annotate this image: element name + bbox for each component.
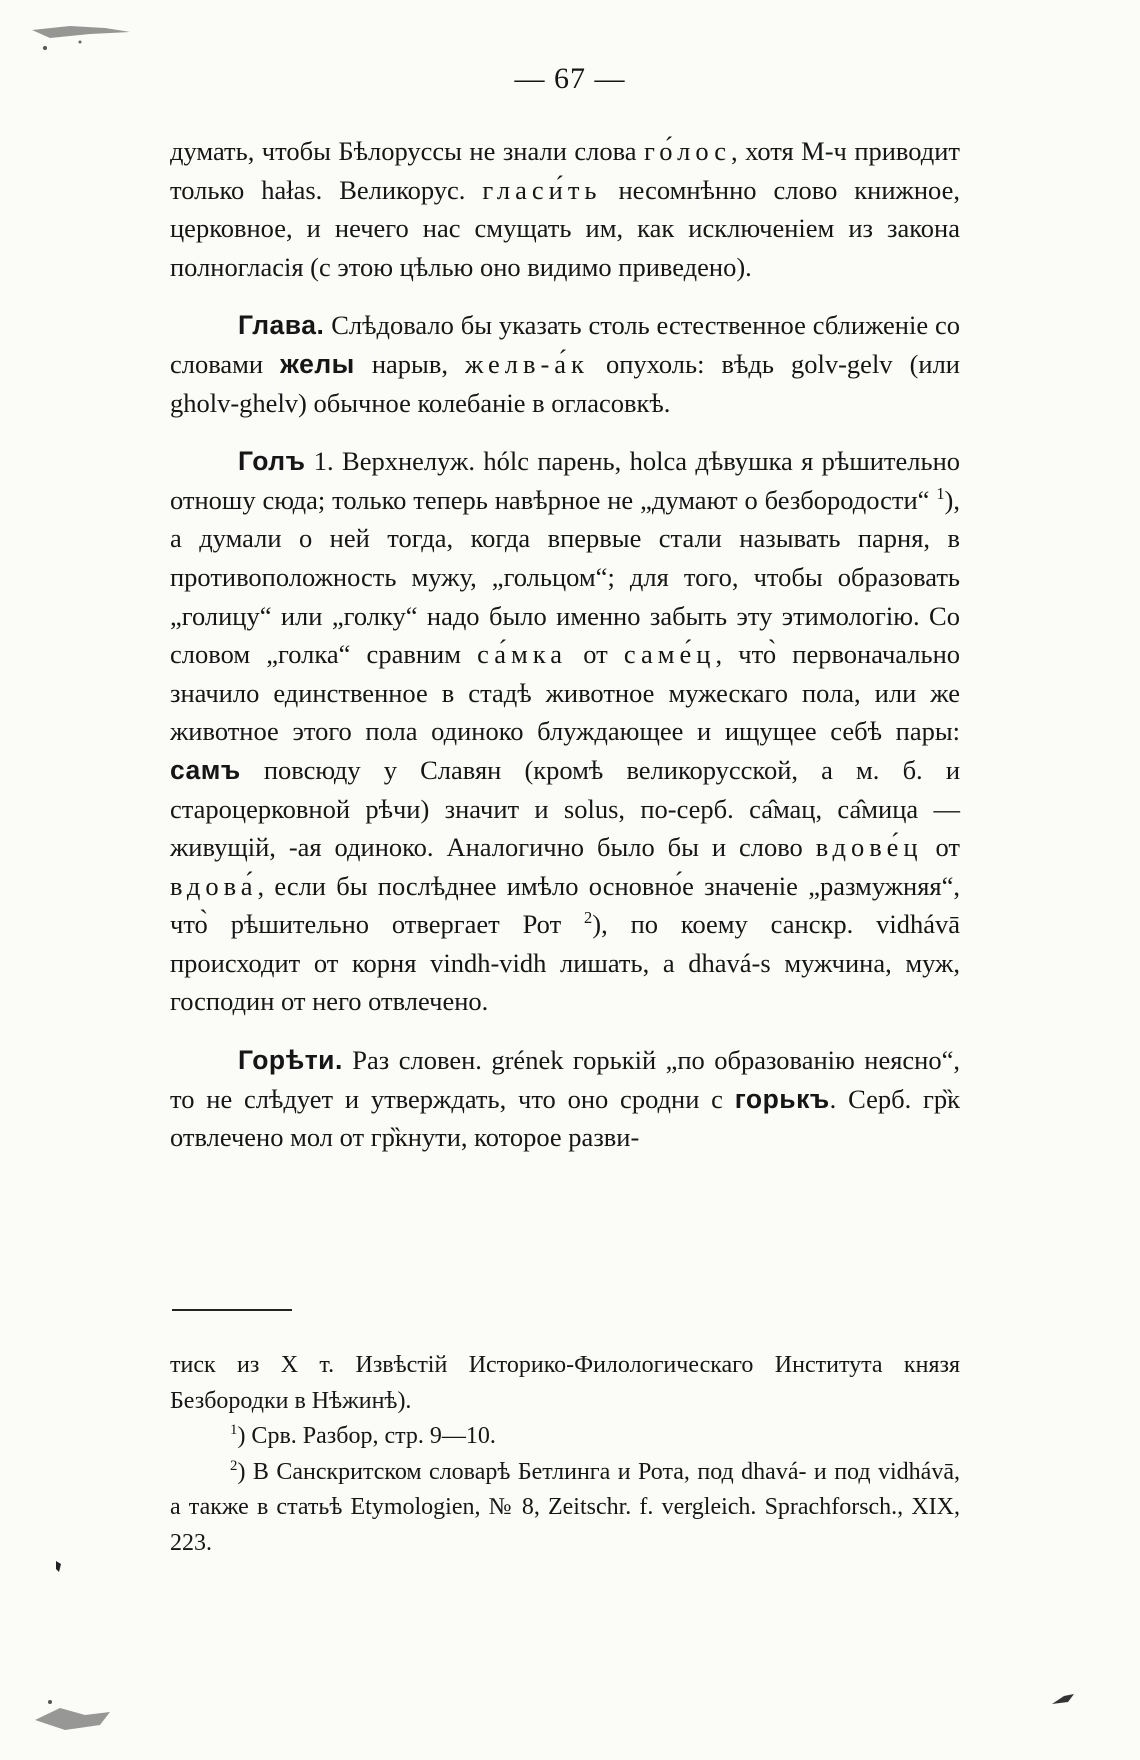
text-run: несомнѣнно слово книжное, церковное, и нечего нас смущать им, как исключеніем из закона полногласія (с этою цѣлью оно видимо приведено). — [170, 174, 960, 282]
scan-speck-bottom-right — [1050, 1690, 1080, 1710]
spaced-word: гласи́ть — [482, 174, 602, 205]
footnote-mark: 2 — [230, 1457, 238, 1474]
footnote-2 — [170, 1455, 960, 1562]
text-run: от — [922, 832, 960, 863]
scan-speck-top-left — [30, 20, 140, 60]
bold-word: самъ — [170, 754, 241, 785]
text-run: Раз словен. grének горькій „по образованію неясно“, то не слѣдует и утверждать, что оно сродни с — [170, 1045, 960, 1114]
text-run: , хотя М-ч приводит только hałas. Великорус. — [170, 136, 960, 205]
footnote-1 — [170, 1419, 960, 1455]
text-run: повсюду у Славян (кромѣ великорусской, а м. б. и староцерковной рѣчи) значит и solus, по-серб. са̂мац, са̂мица — живущій, -ая одиноко. Аналогично было бы и слово — [170, 754, 960, 863]
entry-headword: Горѣти. — [238, 1045, 343, 1076]
paragraph-golos — [170, 132, 960, 286]
scan-speck-left-margin — [54, 1560, 64, 1574]
text-run: нарыв, — [354, 348, 466, 379]
entry-gol — [170, 442, 960, 1021]
text-run: от — [567, 639, 624, 670]
spaced-word: желв-а́к — [465, 348, 589, 379]
footnote-ref: 1 — [936, 483, 945, 503]
spaced-word: саме́ц — [623, 639, 716, 670]
text-run: опухоль: вѣдь golv-gelv (или gholv-ghelv) обычное колебаніе в огласовкѣ. — [170, 348, 960, 418]
text-run: , если бы послѣднее имѣло основно́е значеніе „размужняя“, что̀ рѣшительно отвергает Рот — [170, 870, 960, 940]
footnote-text: ) Срв. Разбор, стр. 9—10. — [237, 1423, 496, 1449]
spaced-word: вдова́ — [170, 870, 258, 901]
footnotes — [170, 1348, 960, 1561]
page-number: — 67 — — [514, 62, 626, 95]
footnote-continuation: тиск из X т. Извѣстій Историко-Филологическаго Института князя Безбородки в Нѣжинѣ). — [170, 1352, 960, 1414]
bold-word: горькъ — [734, 1083, 830, 1114]
text-run: 1. Верхнелуж. hólc парень, holca дѣвушка я рѣшительно отношу сюда; только теперь навѣрное не „думают о безбородости“ — [170, 446, 960, 515]
footnote-ref: 2 — [584, 908, 593, 928]
footnote-separator — [172, 1309, 292, 1311]
scan-speck-bottom-left — [30, 1690, 130, 1735]
spaced-word: го́лос — [643, 136, 731, 166]
text-run: ), по коему санскр. vidhávā происходит от корня vindh-vidh лишать, а dhavá-s мужчина, муж, господин от него отвлечено. — [170, 909, 960, 1017]
entry-glava — [170, 306, 960, 422]
text-run: Слѣдовало бы указать столь естественное сближеніе со словами — [170, 310, 960, 379]
entry-headword: Голъ — [238, 446, 306, 477]
text-run: ), а думали о ней тогда, когда впервые стали называть парня, в противоположность мужу, „гольцом“; для того, чтобы образовать „голицу“ или „голку“ надо было именно забыть эту этимологію. Со словом „голка“ сравним — [170, 484, 960, 670]
bold-word: желы — [280, 348, 355, 379]
footnote-mark: 1 — [230, 1422, 238, 1438]
entry-goreti — [170, 1041, 960, 1157]
footnote-text: ) В Санскритском словарѣ Бетлинга и Рота, под dhavá- и под vidhávā, а также в статьѣ Etymologien, № 8, Zeitschr. f. vergleich. Sprachforsch., XIX, 223. — [170, 1458, 960, 1556]
text-run: . Серб. гр̏к отвлечено мол от гр̏кнути, которое разви- — [170, 1083, 960, 1153]
spaced-word: са́мка — [477, 639, 568, 670]
spaced-word: вдове́ц — [815, 832, 923, 863]
main-text — [170, 132, 960, 1157]
entry-headword: Глава. — [238, 310, 325, 341]
text-run: думать, чтобы Бѣлоруссы не знали слова — [170, 136, 644, 166]
text-run: , что̀ первоначально значило единственное в стадѣ животное мужескаго пола, или же животное этого пола одиноко блуждающее и ищущее себѣ пары: — [170, 639, 961, 747]
